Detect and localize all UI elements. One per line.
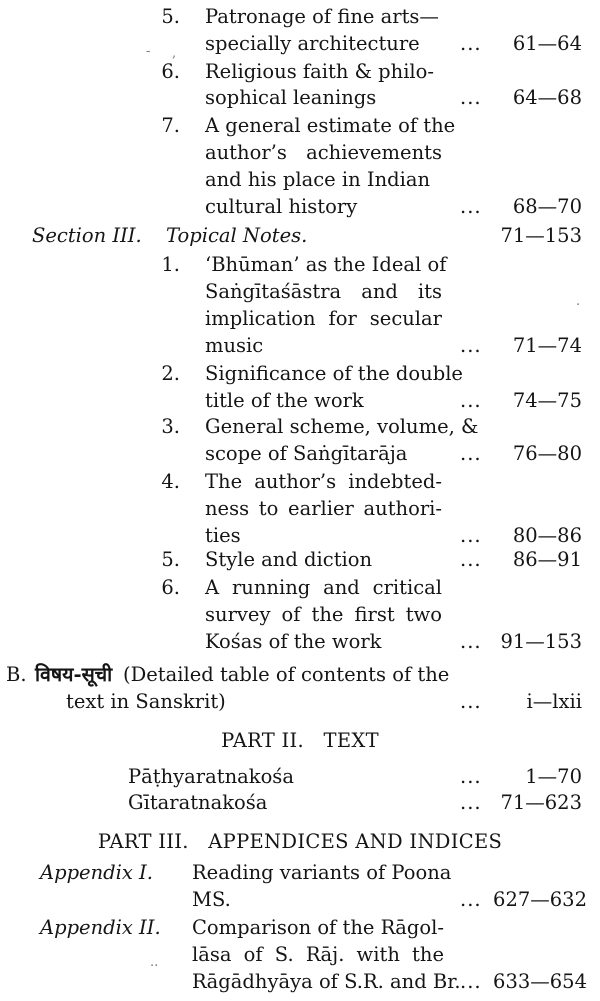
leader-dots: ... — [460, 524, 482, 547]
item-text: author’s achievements — [205, 141, 442, 164]
page-range: 64—68 — [512, 86, 582, 109]
item-text: ness to earlier authori- — [205, 497, 442, 520]
item-number: 6. — [161, 576, 180, 599]
leader-dots: ... — [460, 389, 482, 412]
item-text: sophical leanings — [205, 86, 377, 109]
item-text: ‘Bhūman’ as the Ideal of — [205, 253, 447, 276]
item-text: lāsa of S. Rāj. with the — [192, 943, 444, 966]
print-mark: - — [146, 44, 151, 59]
item-text: Reading variants of Poona — [192, 861, 452, 884]
page-range: 76—80 — [512, 442, 582, 465]
item-text: specially architecture — [205, 32, 420, 55]
leader-dots: ... — [460, 32, 482, 55]
leader-dots: ... — [460, 690, 482, 713]
item-number: 6. — [161, 60, 180, 83]
item-text: General scheme, volume, & — [205, 415, 479, 438]
item-text: scope of Saṅgītarāja — [205, 442, 408, 465]
item-text: MS. — [192, 888, 231, 911]
item-text: Style and diction — [205, 548, 373, 571]
item-number: 3. — [161, 415, 180, 438]
item-number: 1. — [161, 253, 180, 276]
item-text: text in Sanskrit) — [66, 690, 226, 713]
item-text: and his place in Indian — [205, 168, 431, 191]
item-text: Kośas of the work — [205, 630, 382, 653]
entry-letter: B. — [6, 663, 27, 686]
item-text: music — [205, 334, 264, 357]
item-text: Rāgādhyāya of S.R. and Br. — [192, 970, 461, 993]
page-range: 71—153 — [500, 224, 582, 247]
item-number: 5. — [161, 5, 180, 28]
leader-dots: ... — [460, 442, 482, 465]
part-heading: PART III. APPENDICES AND INDICES — [97, 830, 503, 853]
page-range: 80—86 — [512, 524, 582, 547]
leader-dots: ... — [460, 548, 482, 571]
item-number: 4. — [161, 470, 180, 493]
page-range: 71—623 — [500, 791, 582, 814]
item-text: survey of the first two — [205, 603, 442, 626]
page-range: 91—153 — [500, 630, 582, 653]
item-text: Saṅgītaśāstra and its — [205, 280, 442, 303]
leader-dots: ... — [460, 970, 482, 993]
print-mark: . — [576, 294, 581, 309]
page-range: 68—70 — [512, 195, 582, 218]
page-range: 627—632 — [493, 888, 587, 911]
page-range: 71—74 — [512, 334, 582, 357]
item-text: Significance of the double — [205, 362, 463, 385]
part-heading: PART II. TEXT — [221, 729, 379, 752]
item-text: A general estimate of the — [205, 114, 456, 137]
leader-dots: ... — [460, 765, 482, 788]
section-label: Section III. — [32, 224, 142, 247]
section-title: Topical Notes. — [166, 224, 308, 247]
print-mark: .. — [150, 955, 159, 970]
leader-dots: ... — [460, 630, 482, 653]
item-text: cultural history — [205, 195, 358, 218]
page-range: 74—75 — [512, 389, 582, 412]
page-range: 633—654 — [493, 970, 587, 993]
leader-dots: ... — [460, 86, 482, 109]
item-text: Comparison of the Rāgol- — [192, 916, 444, 939]
leader-dots: ... — [460, 791, 482, 814]
item-number: 7. — [161, 114, 180, 137]
item-text: title of the work — [205, 389, 364, 412]
item-number: 5. — [161, 548, 180, 571]
appendix-label: Appendix II. — [40, 916, 161, 939]
item-text: implication for secular — [205, 307, 442, 330]
leader-dots: ... — [460, 334, 482, 357]
print-mark: , — [172, 46, 177, 61]
page-range: 1—70 — [525, 765, 582, 788]
item-text: Religious faith & philo- — [205, 60, 434, 83]
page-range: i—lxii — [526, 690, 582, 713]
devanagari-title: विषय-सूची — [35, 663, 113, 686]
item-text: ties — [205, 524, 241, 547]
item-text: The author’s indebted- — [205, 470, 442, 493]
item-text: (Detailed table of contents of the — [123, 663, 450, 686]
page-range: 86—91 — [512, 548, 582, 571]
item-text: Gītaratnakośa — [128, 791, 268, 814]
leader-dots: ... — [460, 888, 482, 911]
item-text: A running and critical — [205, 576, 442, 599]
item-text: Pāṭhyaratnakośa — [128, 765, 294, 788]
page-range: 61—64 — [512, 32, 582, 55]
leader-dots: ... — [460, 195, 482, 218]
item-number: 2. — [161, 362, 180, 385]
appendix-label: Appendix I. — [40, 861, 153, 884]
item-text: Patronage of fine arts— — [205, 5, 439, 28]
